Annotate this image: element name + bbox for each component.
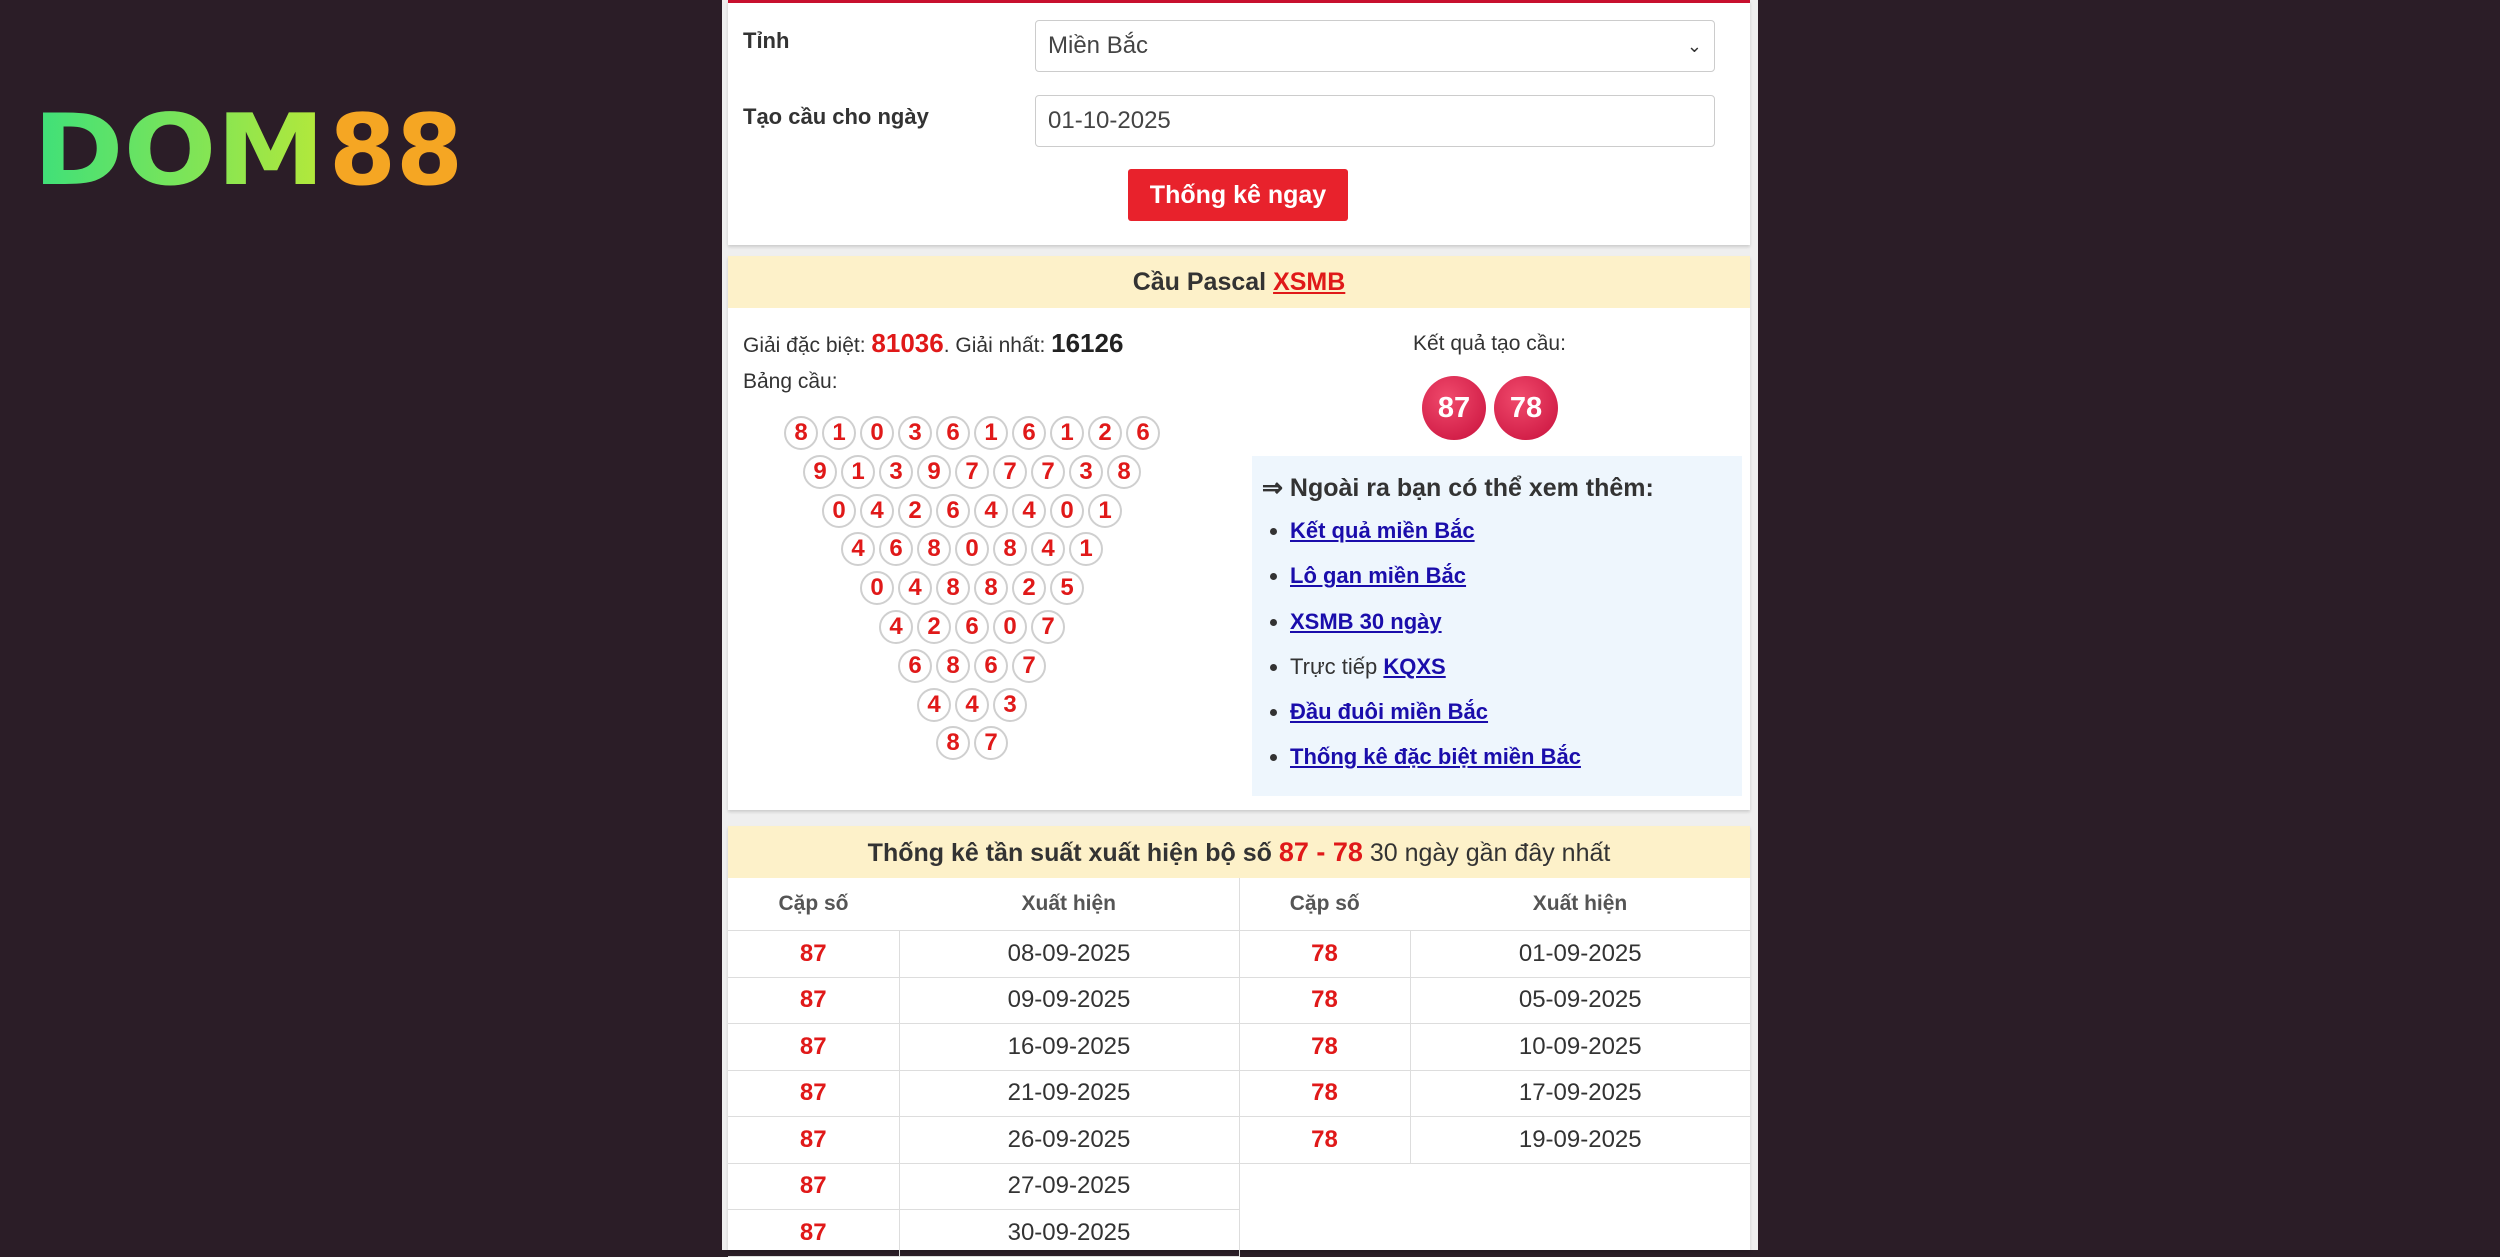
triangle-digit: 6 [936,416,970,450]
triangle-digit: 1 [841,455,875,489]
triangle-digit: 5 [1050,571,1084,605]
frequency-table [728,878,1750,1257]
triangle-digit: 4 [879,610,913,644]
list-item [1290,553,1730,598]
pair-cell: 87 [728,977,899,1024]
date-cell: 30-09-2025 [899,1210,1239,1257]
triangle-digit: 6 [898,649,932,683]
logo-text-dom: DOM [33,104,325,190]
date-cell: 21-09-2025 [899,1070,1239,1117]
triangle-digit: 4 [841,532,875,566]
chevron-down-icon: ⌄ [1686,36,1702,56]
province-select[interactable] [1035,20,1715,72]
pair-cell: 87 [728,1070,899,1117]
triangle-digit: 0 [955,532,989,566]
list-item: • Trực tiếp KQXS [1290,644,1730,689]
triangle-digit: 4 [974,494,1008,528]
triangle-digit: 8 [936,571,970,605]
date-input[interactable] [1035,95,1715,147]
result-label: Kết quả tạo cầu: [1413,332,1566,355]
table-label: Bảng cầu: [743,370,838,393]
prize-line [743,328,1123,359]
frequency-title: Thống kê tần suất xuất hiện bộ số [867,839,1272,867]
link-thong-ke-dac-biet[interactable]: Thống kê đặc biệt miền Bắc [1290,744,1581,770]
pair-cell: 78 [1239,1070,1410,1117]
triangle-digit: 1 [974,416,1008,450]
xsmb-link[interactable]: XSMB [1273,268,1346,296]
pair-cell: 87 [728,1163,899,1210]
see-more-list [1252,508,1730,780]
date-cell: 08-09-2025 [899,931,1239,978]
first-label: . Giải nhất: [943,334,1046,357]
triangle-digit: 7 [1031,610,1065,644]
frequency-header [728,826,1750,878]
link-ket-qua-mien-bac[interactable]: Kết quả miền Bắc [1290,518,1475,543]
triangle-digit: 0 [993,610,1027,644]
triangle-digit: 7 [1012,649,1046,683]
triangle-digit: 1 [1069,532,1103,566]
list-item [1290,734,1730,779]
triangle-digit: 6 [1126,416,1160,450]
date-value: 01-10-2025 [1048,107,1171,134]
triangle-digit: 2 [917,610,951,644]
table-row [728,1210,1750,1257]
pair-cell: 78 [1239,931,1410,978]
table-row [728,977,1750,1024]
triangle-digit: 8 [936,649,970,683]
frequency-card [728,826,1750,1250]
triangle-digit: 7 [993,455,1027,489]
triangle-digit: 8 [1107,455,1141,489]
triangle-digit: 7 [1031,455,1065,489]
triangle-digit: 8 [993,532,1027,566]
triangle-digit: 4 [955,688,989,722]
date-label: Tạo cầu cho ngày [743,104,929,129]
see-more-box [1252,456,1742,796]
empty-cell [1239,1210,1410,1257]
link-xsmb-30-ngay[interactable]: XSMB 30 ngày [1290,608,1442,634]
link-kqxs[interactable]: KQXS [1383,653,1446,679]
province-value: Miền Bắc [1048,32,1149,59]
pair-cell: 87 [728,1024,899,1071]
list-item [1290,689,1730,734]
triangle-digit: 3 [1069,455,1103,489]
triangle-digit: 2 [1012,571,1046,605]
triangle-digit: 0 [822,494,856,528]
table-row [728,931,1750,978]
triangle-digit: 4 [1031,532,1065,566]
first-value: 16126 [1051,328,1124,358]
triangle-digit: 3 [879,455,913,489]
triangle-digit: 6 [879,532,913,566]
triangle-digit: 7 [974,726,1008,760]
pair-cell: 87 [728,931,899,978]
logo-text-88: 88 [329,104,463,190]
triangle-digit: 6 [974,649,1008,683]
triangle-digit: 7 [955,455,989,489]
form-card [728,0,1750,245]
see-more-title: ⇒ Ngoài ra bạn có thể xem thêm: [1262,474,1654,502]
pair-cell: 87 [728,1117,899,1164]
triangle-digit: 2 [1088,416,1122,450]
triangle-digit: 2 [898,494,932,528]
table-row [728,1024,1750,1071]
special-label: Giải đặc biệt: [743,334,866,357]
date-cell: 27-09-2025 [899,1163,1239,1210]
result-ball: 87 [1422,376,1486,440]
triangle-digit: 6 [955,610,989,644]
result-ball: 78 [1494,376,1558,440]
submit-button[interactable]: Thống kê ngay [1128,169,1348,221]
date-cell: 01-09-2025 [1410,931,1750,978]
date-cell: 16-09-2025 [899,1024,1239,1071]
table-header-row [728,878,1750,931]
list-item [1290,599,1730,644]
table-row [728,1070,1750,1117]
pascal-card [728,256,1750,810]
date-cell: 26-09-2025 [899,1117,1239,1164]
date-cell: 19-09-2025 [1410,1117,1750,1164]
empty-cell [1410,1163,1750,1210]
triangle-digit: 1 [1088,494,1122,528]
empty-cell [1239,1163,1410,1210]
special-value: 81036 [871,328,944,358]
date-cell: 17-09-2025 [1410,1070,1750,1117]
table-row [728,1163,1750,1210]
triangle-digit: 0 [1050,494,1084,528]
pair-cell: 78 [1239,1117,1410,1164]
pascal-title: Cầu Pascal [1132,268,1267,296]
frequency-suffix: 30 ngày gần đây nhất [1369,839,1611,867]
date-cell: 05-09-2025 [1410,977,1750,1024]
pascal-header [728,256,1750,308]
triangle-digit: 8 [917,532,951,566]
triangle-digit: 8 [784,416,818,450]
triangle-digit: 4 [917,688,951,722]
column-header: Xuất hiện [1410,878,1750,931]
empty-cell [1410,1210,1750,1257]
triangle-digit: 4 [860,494,894,528]
triangle-digit: 8 [936,726,970,760]
triangle-digit: 6 [936,494,970,528]
triangle-digit: 1 [1050,416,1084,450]
link-lo-gan-mien-bac[interactable]: Lô gan miền Bắc [1290,563,1467,589]
triangle-digit: 9 [803,455,837,489]
pair-cell: 87 [728,1210,899,1257]
triangle-digit: 0 [860,571,894,605]
link-dau-duoi-mien-bac[interactable]: Đầu đuôi miền Bắc [1290,699,1489,725]
triangle-digit: 3 [898,416,932,450]
column-header: Xuất hiện [899,878,1239,931]
date-cell: 09-09-2025 [899,977,1239,1024]
triangle-digit: 4 [898,571,932,605]
pair-cell: 78 [1239,977,1410,1024]
triangle-digit: 4 [1012,494,1046,528]
triangle-digit: 3 [993,688,1027,722]
date-cell: 10-09-2025 [1410,1024,1750,1071]
triangle-digit: 1 [822,416,856,450]
triangle-digit: 9 [917,455,951,489]
triangle-digit: 0 [860,416,894,450]
table-row [728,1117,1750,1164]
pair-cell: 78 [1239,1024,1410,1071]
column-header: Cặp số [728,878,899,931]
column-header: Cặp số [1239,878,1410,931]
triangle-digit: 6 [1012,416,1046,450]
main-column [722,0,1758,1250]
list-item [1290,508,1730,553]
province-label: Tỉnh [743,28,790,53]
triangle-digit: 8 [974,571,1008,605]
dom88-logo [33,104,463,190]
frequency-pair: 87 - 78 [1278,837,1363,867]
